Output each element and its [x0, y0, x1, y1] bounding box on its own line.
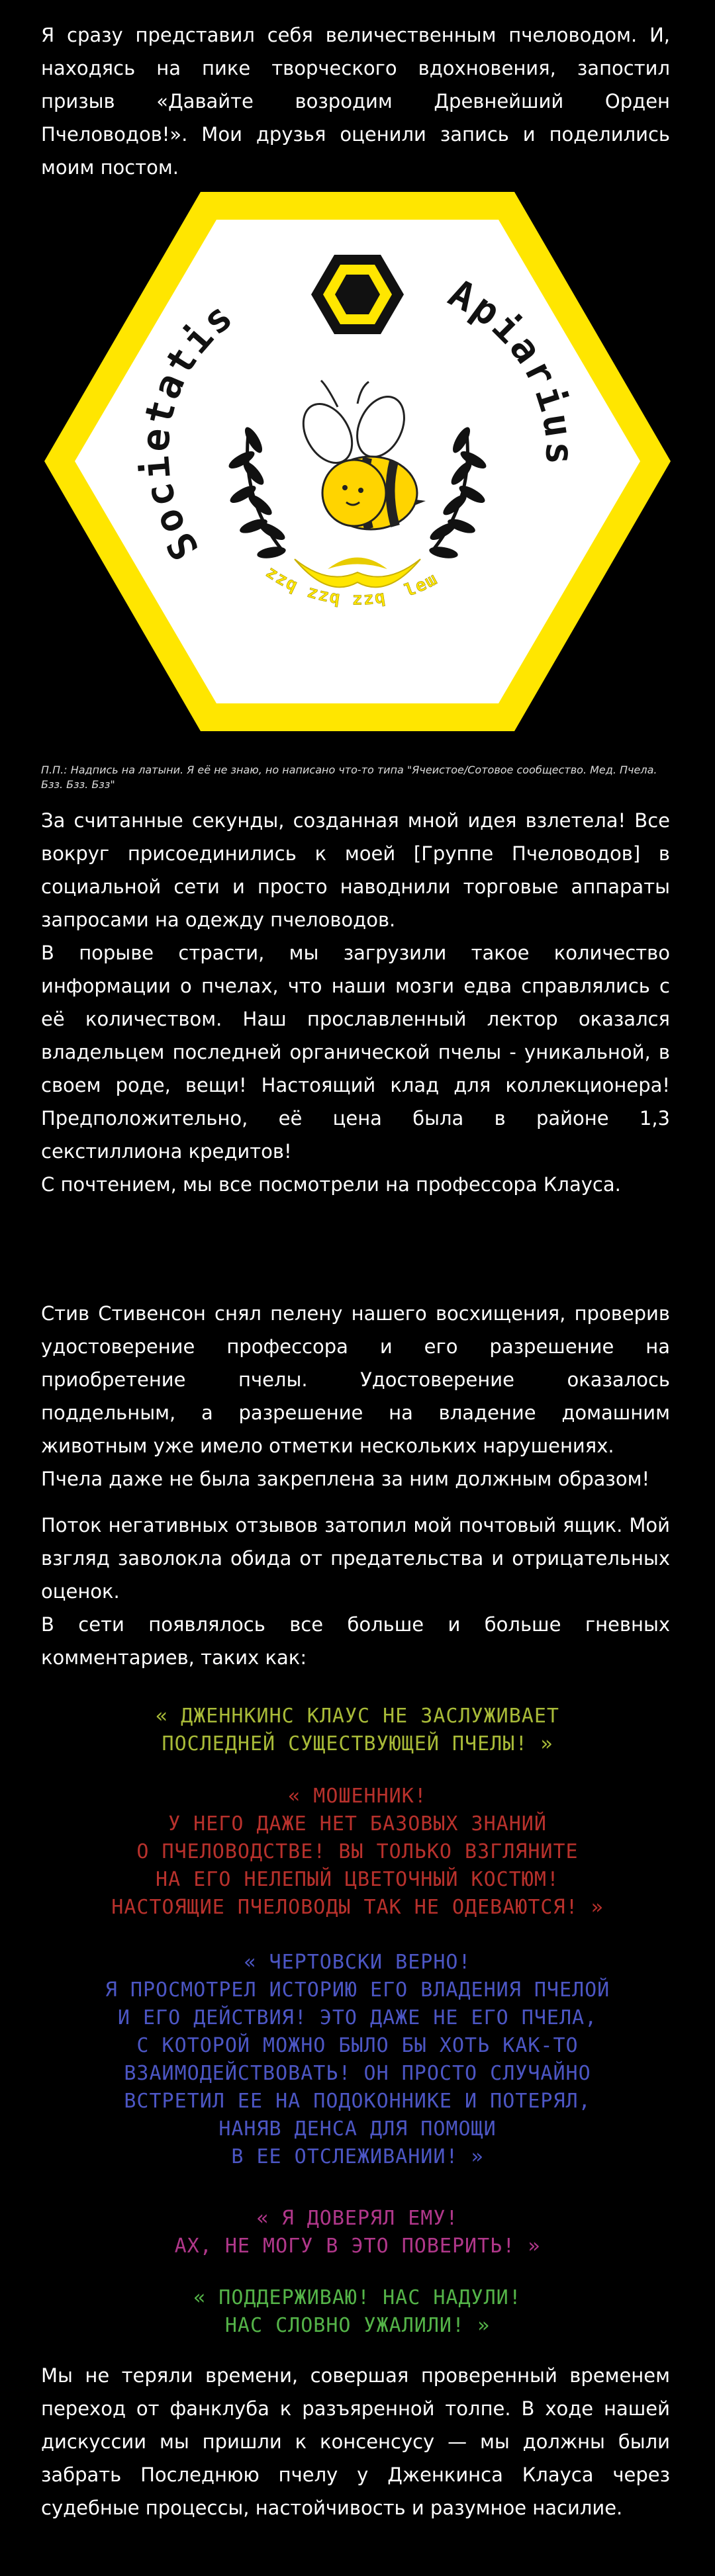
logo-text-left: Societatis	[132, 292, 243, 568]
story-paragraph-4: Поток негативных отзывов затопил мой почтовый ящик. Мой взгляд заволокла обида от предательства и отрицательных оценок. В сети появлялось все больше и больше гневных комментариев, таких как:	[41, 1514, 670, 1669]
story-paragraph-5: Мы не теряли времени, совершая проверенный временем переход от фанклуба к разъяренной толпе. В ходе нашей дискуссии мы пришли к консенсусу — мы должны были забрать Последнюю пчелу у Дженкинса Клауса через судебные процессы, настойчивость и разумное насилие.	[41, 2364, 670, 2519]
logo-text-right: Apiarius	[442, 270, 583, 468]
societatis-apiarius-logo	[43, 189, 672, 734]
comment-quote-3: « ЧЕРТОВСКИ ВЕРНО! Я ПРОСМОТРЕЛ ИСТОРИЮ ЕГО ВЛАДЕНИЯ ПЧЕЛОЙ И ЕГО ДЕЙСТВИЯ! ЭТО ДАЖЕ НЕ ЕГО ПЧЕЛА, С КОТОРОЙ МОЖНО БЫЛО БЫ ХОТЬ КАК-ТО ВЗАИМОДЕЙСТВОВАТЬ! ОН ПРОСТО СЛУЧАЙНО ВСТРЕТИЛ ЕЕ НА ПОДОКОННИКЕ И ПОТЕРЯЛ, НАНЯВ ДЕНСА ДЛЯ ПОМОЩИ В ЕЕ ОТСЛЕЖИВАНИИ! »	[105, 1951, 610, 2168]
logo-text-bottom-1: zzq zzq zzq	[262, 562, 388, 609]
story-paragraph-2: За считанные секунды, созданная мной идея взлетела! Все вокруг присоединились к моей [Группе Пчеловодов] в социальной сети и просто наводнили торговые аппараты запросами на одежду пчеловодов. В порыве страсти, мы загрузили такое количество информации о пчелах, что наши мозги едва справлялись с её количеством. Наш прославленный лектор оказался владельцем последней органической пчелы - уникальной, в своем роде, вещи! Настоящий клад для коллекционера! Предположительно, её цена была в районе 1,3 секстиллиона кредитов! С почтением, мы все посмотрели на профессора Клауса.	[41, 809, 670, 1196]
comment-quote-4: « Я ДОВЕРЯЛ ЕМУ! АХ, НЕ МОГУ В ЭТО ПОВЕРИТЬ! »	[174, 2207, 541, 2258]
story-paragraph-3: Стив Стивенсон снял пелену нашего восхищения, проверив удостоверение профессора и его разрешение на приобретение пчелы. Удостоверение оказалось поддельным, а разрешение на владение домашним животным уже имело отметки нескольких нарушениях. Пчела даже не была закреплена за ним должным образом!	[41, 1302, 670, 1490]
intro-paragraph: Я сразу представил себя величественным пчеловодом. И, находясь на пике творческого вдохновения, запостил призыв «Давайте возродим Древнейший Орден Пчеловодов!». Мои друзья оценили запись и поделились моим постом.	[41, 24, 670, 179]
logo-text-bottom-2: leɯ	[402, 568, 442, 601]
comment-quote-1: « ДЖЕННКИНС КЛАУС НЕ ЗАСЛУЖИВАЕТ ПОСЛЕДНЕЙ СУЩЕСТВУЮЩЕЙ ПЧЕЛЫ! »	[156, 1705, 559, 1755]
translator-note: П.П.: Надпись на латыни. Я её не знаю, но написано что-то типа "Ячеистое/Сотовое сообщество. Мед. Пчела. Бзз. Бзз. Бзз"	[41, 764, 657, 791]
comment-quote-5: « ПОДДЕРЖИВАЮ! НАС НАДУЛИ! НАС СЛОВНО УЖАЛИЛИ! »	[193, 2286, 522, 2337]
comment-quote-2: « МОШЕННИК! У НЕГО ДАЖЕ НЕТ БАЗОВЫХ ЗНАНИЙ О ПЧЕЛОВОДСТВЕ! ВЫ ТОЛЬКО ВЗГЛЯНИТЕ НА ЕГО НЕЛЕПЫЙ ЦВЕТОЧНЫЙ КОСТЮМ! НАСТОЯЩИЕ ПЧЕЛОВОДЫ ТАК НЕ ОДЕВАЮТСЯ! »	[111, 1785, 604, 1919]
